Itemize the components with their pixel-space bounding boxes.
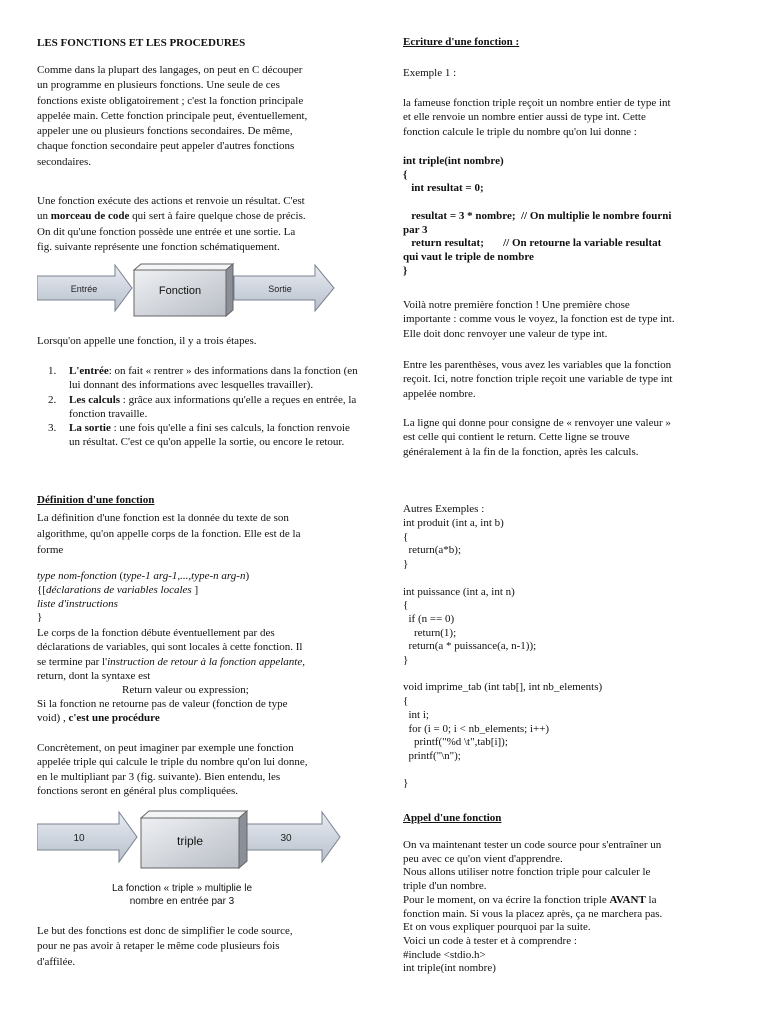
step-text: : on fait « rentrer » des informations dans la fonction (en lui donnant des informations avec lesquelles travailler). <box>69 365 358 392</box>
body-text: Le corps de la fonction débute éventuellement par des déclarations de variables, qui sont locales à cette fonction. Il se termine par l' <box>37 627 303 668</box>
syntax-type: type nom-fonction <box>37 570 117 582</box>
example-label: Exemple 1 : <box>403 67 457 79</box>
body-text-end: , return, dont la syntaxe est <box>37 655 305 682</box>
steps-list <box>37 364 362 450</box>
step-text: : une fois qu'elle a fini ses calculs, la fonction renvoie un résultat. C'est ce qu'on appelle la sortie, ou encore le retour. <box>69 422 350 449</box>
input-arrow <box>37 812 137 862</box>
output-label: Sortie <box>268 284 292 294</box>
para-text: Une fonction exécute des actions et renvoie un résultat. C'est un <box>37 195 305 223</box>
page-title: LES FONCTIONS ET LES PROCEDURES <box>37 37 246 49</box>
triple-code: int triple(int nombre) { int resultat = 0; resultat = 3 * nombre; // On multiplie le nombre fourni par 3 return resultat; // On retourne la variable resultat qui vaut le triple de nombre } <box>403 155 672 277</box>
syntax-brace: {[ <box>37 583 46 596</box>
steps-intro: Lorsqu'on appelle une fonction, il y a trois étapes. <box>37 335 257 347</box>
step-text: : grâce aux informations qu'elle a reçues en entrée, la fonction travaille. <box>69 393 357 420</box>
triple-diagram <box>37 808 342 870</box>
syntax-close: } <box>37 611 43 624</box>
goal-paragraph: Le but des fonctions est donc de simplifier le code source, pour ne pas avoir à retaper le même code plusieurs fois d'affilée. <box>37 925 293 968</box>
step-title: La sortie <box>69 422 111 435</box>
list-item <box>59 393 362 422</box>
call-bold: AVANT <box>609 893 646 906</box>
list-item <box>59 421 362 450</box>
syntax-paren: ( <box>116 570 124 582</box>
example-description: la fameuse fonction triple reçoit un nombre entier de type int et elle renvoie un nombre entier aussi de type int. Cette fonction calcule le triple du nombre qu'on lui donne : <box>403 97 671 138</box>
function-diagram <box>37 262 337 318</box>
syntax-instructions: liste d'instructions <box>37 597 118 610</box>
body-paragraph <box>37 626 377 683</box>
output-value: 30 <box>280 833 292 844</box>
input-value: 10 <box>73 833 85 844</box>
call-text-2: la fonction main. Si vous la placez après, ça ne marchera pas. Et on vous expliquer pourquoi par la suite. Voici un code à tester et à comprendre : #include <stdio.h> int triple(int nombre) <box>403 893 663 975</box>
intro-paragraph: Comme dans la plupart des langages, on peut en C découper un programme en plusieurs fonctions. Une seule de ces fonctions existe obligatoirement ; c'est la fonction principale appelée main. Cette fonction principale peut, éventuellement, appeler une ou plusieurs fonctions secondaires. De même, chaque fonction secondaire peut appeler d'autres fonctions secondaires. <box>37 64 308 168</box>
proc-bold: c'est une procédure <box>68 712 160 725</box>
concrete-paragraph: Concrètement, on peut imaginer par exemple une fonction appelée triple qui calcule le triple du nombre qu'on lui donne, en le multipliant par 3 (fig. suivante). Bien entendu, les fonctions seront en général plus compliquées. <box>37 742 308 797</box>
syntax-decl: déclarations de variables locales <box>45 583 192 596</box>
body-italic: instruction de retour à la fonction appelante <box>107 655 303 668</box>
procedure-paragraph <box>37 697 377 726</box>
input-label: Entrée <box>70 284 98 294</box>
call-text: On va maintenant tester un code source pour s'entraîner un peu avec ce qu'on vient d'apprendre. Nous allons utiliser notre fonction triple pour calculer le triple d'un nombre. Pour le moment, on va écrire la fonction triple <box>403 839 662 906</box>
triple-caption: La fonction « triple » multiplie le nombre en entrée par 3 <box>111 883 253 907</box>
call-paragraph <box>403 839 748 976</box>
explanation-1: Voilà notre première fonction ! Une première chose importante : comme vous le voyez, la fonction est de type int. Elle doit donc renvoyer une valeur de type int. <box>403 299 675 340</box>
syntax-paren-end: ) <box>245 570 250 582</box>
explanation-3: La ligne qui donne pour consigne de « renvoyer une valeur » est celle qui contient le return. Cette ligne se trouve généralement à la fin de la fonction, après les calculs. <box>403 417 671 458</box>
syntax-block <box>37 570 249 625</box>
output-arrow <box>247 812 340 862</box>
list-item <box>59 364 362 393</box>
writing-heading: Ecriture d'une fonction : <box>403 36 520 48</box>
definition-text: La définition d'une fonction est la donnée du texte de son algorithme, qu'on appelle corps de la fonction. Elle est de la forme <box>37 512 301 556</box>
definition-heading: Définition d'une fonction <box>37 494 155 506</box>
return-syntax: Return valeur ou expression; <box>122 684 249 696</box>
para-text-2: qui sert à faire quelque chose de précis. On dit qu'une fonction possède une entrée et une sortie. La fig. suivante représente une fonction schématiquement. <box>37 210 306 253</box>
step-title: L'entrée <box>69 365 109 377</box>
para-bold: morceau de code <box>50 210 130 223</box>
function-definition-paragraph <box>37 194 377 255</box>
proc-text: Si la fonction ne retourne pas de valeur (fonction de type void) , <box>37 698 288 725</box>
syntax-bracket: ] <box>191 583 199 596</box>
other-examples-code: int produit (int a, int b) { return(a*b); } int puissance (int a, int n) { if (n == 0) return(1); return(a * puissance(a, n-1)); } void imprime_tab (int tab[], int nb_elements) { int i; for (i = 0; i < nb_elements; i++) printf("%d \t",tab[i]); printf("\n"); } <box>403 517 603 790</box>
syntax-args: type-1 arg-1,...,type-n arg-n <box>123 570 246 582</box>
function-box-label: Fonction <box>158 285 202 297</box>
step-title: Les calculs <box>69 393 121 406</box>
triple-box-label: triple <box>176 834 204 848</box>
other-examples-label: Autres Exemples : <box>403 503 485 515</box>
call-heading: Appel d'une fonction <box>403 812 502 824</box>
explanation-2: Entre les parenthèses, vous avez les variables que la fonction reçoit. Ici, notre fonction triple reçoit une variable de type int appelée nombre. <box>403 359 673 400</box>
